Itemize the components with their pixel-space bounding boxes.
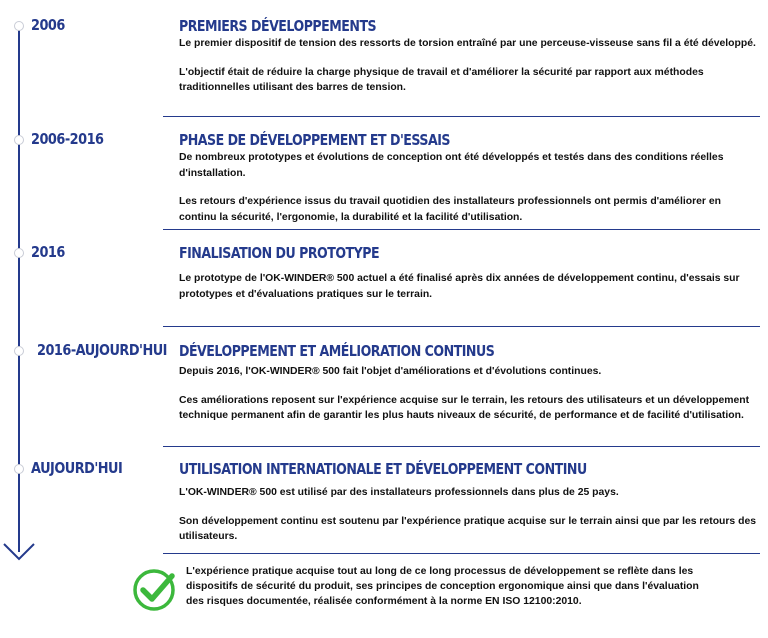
entry-title: PHASE DE DÉVELOPPEMENT ET D'ESSAIS [179,131,450,149]
section-divider [163,326,760,327]
section-divider [163,229,760,230]
entry-paragraph: Ces améliorations reposent sur l'expérience acquise sur le terrain, les retours des utilisateurs et un développement technique permanent afin de garantir les plus hauts niveaux de sécurité, de performance et de facilité d'utilisation. [179,394,750,421]
timeline-dot [14,464,24,474]
section-divider [163,446,760,447]
entry-paragraph: Le prototype de l'OK-WINDER® 500 actuel a été finalisé après dix années de développement continu, d'essais sur prototypes et d'évaluations pratiques sur le terrain. [179,273,740,300]
entry-title: PREMIERS DÉVELOPPEMENTS [179,17,377,35]
entry-paragraph: L'objectif était de réduire la charge physique de travail et d'améliorer la sécurité par rapport aux méthodes traditionnelles utilisant des barres de tension. [179,66,704,93]
timeline-entry [179,244,761,302]
entry-paragraph: Depuis 2016, l'OK-WINDER® 500 fait l'objet d'améliorations et d'évolutions continues. [179,366,602,377]
entry-paragraph: Son développement continu est soutenu par l'expérience pratique acquise sur le terrain ainsi que par les retours des utilisateurs. [179,515,757,542]
section-divider [163,553,760,554]
timeline-year: AUJOURD'HUI [31,459,123,477]
timeline-entry [179,460,761,545]
checkmark-circle-icon [132,567,178,613]
timeline-entry [179,131,761,225]
arrow-down-icon [2,538,36,564]
timeline-dot [14,346,24,356]
timeline-dot [14,135,24,145]
entry-paragraph: L'OK-WINDER® 500 est utilisé par des installateurs professionnels dans plus de 25 pays. [179,487,619,498]
timeline-year: 2016-AUJOURD'HUI [37,341,167,359]
timeline-entry [179,342,761,424]
timeline-year: 2006 [31,16,65,34]
conclusion-text: L'expérience pratique acquise tout au long de ce long processus de développement se reflète dans les dispositifs de sécurité du produit, ses principes de conception ergonomique ainsi que dans l'évaluation des risques documentée, réalisée conformément à la norme EN ISO 12100:2010. [186,566,699,608]
entry-title: UTILISATION INTERNATIONALE ET DÉVELOPPEMENT CONTINU [179,460,587,478]
timeline-dot [14,248,24,258]
entry-paragraph: Le premier dispositif de tension des ressorts de torsion entraîné par une perceuse-visseuse sans fil a été développé. [179,38,756,49]
timeline-entry [179,17,761,96]
timeline-year: 2006-2016 [31,130,104,148]
entry-title: DÉVELOPPEMENT ET AMÉLIORATION CONTINUS [179,342,495,360]
timeline-year: 2016 [31,243,65,261]
entry-title: FINALISATION DU PROTOTYPE [179,244,380,262]
section-divider [163,116,760,117]
timeline-dot [14,21,24,31]
entry-paragraph: Les retours d'expérience issus du travail quotidien des installateurs professionnels ont permis d'améliorer en continu la sécurité, l'ergonomie, la durabilité et la facilité d'utilisation. [179,196,721,223]
entry-paragraph: De nombreux prototypes et évolutions de conception ont été développés et testés dans des conditions réelles d'installation. [179,152,724,179]
